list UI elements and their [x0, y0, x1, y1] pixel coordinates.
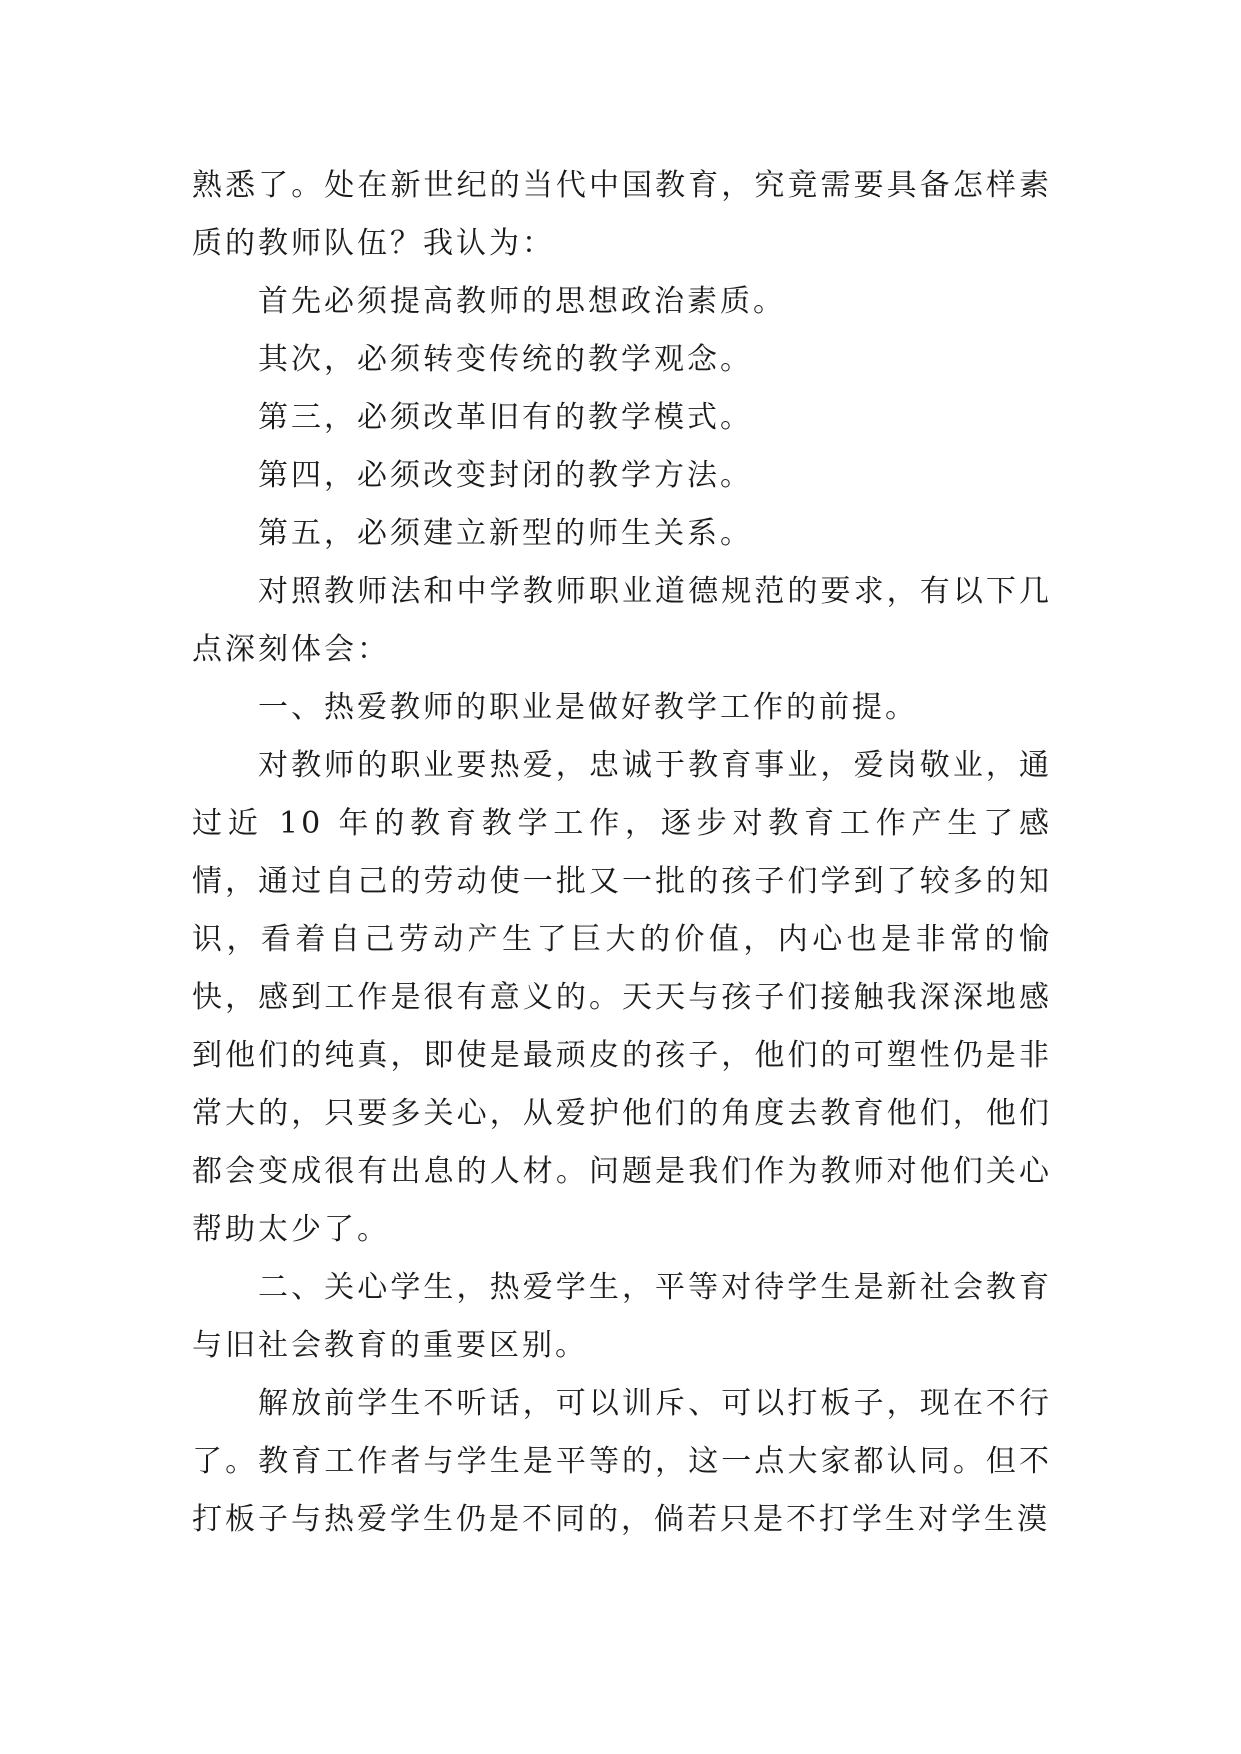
paragraph-2: 首先必须提高教师的思想政治素质。 [258, 284, 786, 319]
paragraph-4: 第三，必须改革旧有的教学模式。 [258, 400, 753, 435]
document-body [192, 157, 1052, 1549]
paragraph-1: 熟悉了。处在新世纪的当代中国教育，究竟需要具备怎样素质的教师队伍？我认为： [192, 168, 1052, 261]
section-heading-2: 二、关心学生，热爱学生，平等对待学生是新社会教育与旧社会教育的重要区别。 [192, 1270, 1052, 1363]
paragraph-3: 其次，必须转变传统的教学观念。 [258, 342, 753, 377]
paragraph-9: 对教师的职业要热爱，忠诚于教育事业，爱岗敬业，通过近 10 年的教育教学工作，逐步对教育工作产生了感情，通过自己的劳动使一批又一批的孩子们学到了较多的知识，看着自己劳动产生了巨大的价值，内心也是非常的愉快，感到工作是很有意义的。天天与孩子们接触我深深地感到他们的纯真，即使是最顽皮的孩子，他们的可塑性仍是非常大的，只要多关心，从爱护他们的角度去教育他们，他们都会变成很有出息的人材。问题是我们作为教师对他们关心帮助太少了。 [192, 748, 1052, 1247]
paragraph-5: 第四，必须改变封闭的教学方法。 [258, 458, 753, 493]
section-heading-1: 一、热爱教师的职业是做好教学工作的前提。 [258, 690, 918, 725]
paragraph-7: 对照教师法和中学教师职业道德规范的要求，有以下几点深刻体会： [192, 574, 1052, 667]
paragraph-6: 第五，必须建立新型的师生关系。 [258, 516, 753, 551]
paragraph-11: 解放前学生不听话，可以训斥、可以打板子，现在不行了。教育工作者与学生是平等的，这一点大家都认同。但不打板子与热爱学生仍是不同的，倘若只是不打学生对学生漠 [192, 1386, 1052, 1537]
